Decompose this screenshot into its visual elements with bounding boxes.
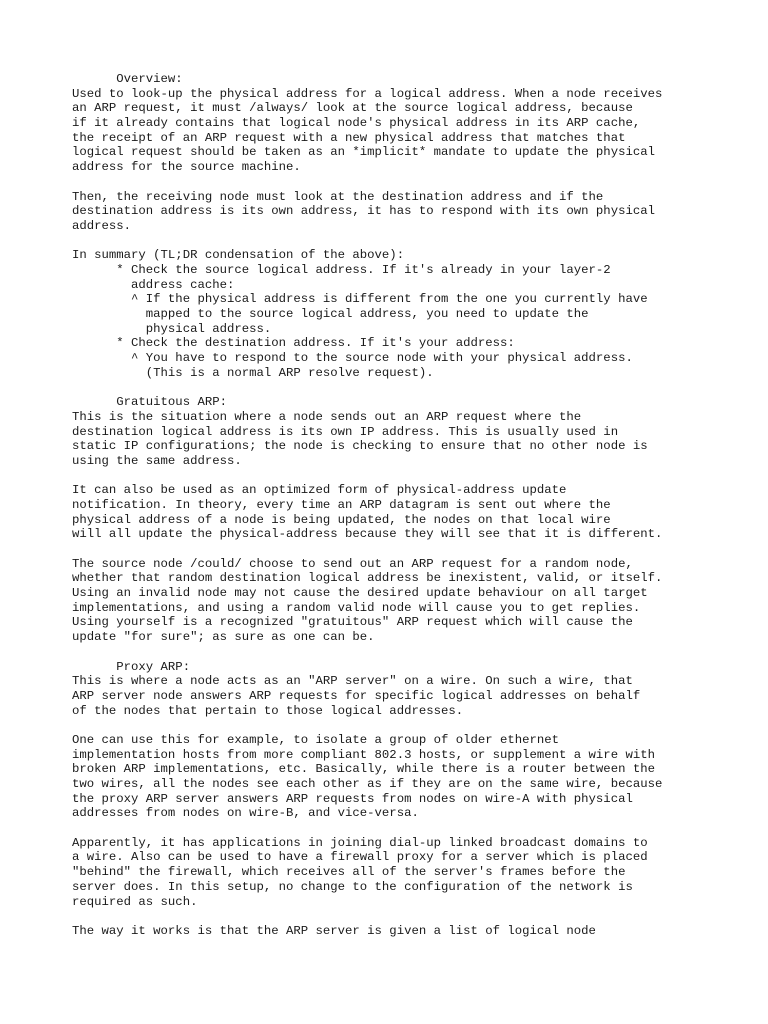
document-line: ^ You have to respond to the source node with your physical address. <box>72 351 633 366</box>
document-line: update "for sure"; as sure as one can be. <box>72 630 375 645</box>
document-line <box>72 821 712 836</box>
document-line <box>72 909 712 924</box>
document-line: physical address. <box>72 321 272 336</box>
document-line: destination address is its own address, it has to respond with its own physical <box>72 204 655 219</box>
document-line: destination logical address is its own IP address. This is usually used in <box>72 424 619 439</box>
document-line: server does. In this setup, no change to the configuration of the network is <box>72 879 633 894</box>
document-line: This is where a node acts as an "ARP server" on a wire. On such a wire, that <box>72 674 633 689</box>
document-line: implementations, and using a random valid node will cause you to get replies. <box>72 600 641 615</box>
document-line: a wire. Also can be used to have a firewall proxy for a server which is placed <box>72 850 648 865</box>
document-line: In summary (TL;DR condensation of the above): <box>72 248 405 263</box>
document-line: "behind" the firewall, which receives all of the server's frames before the <box>72 865 626 880</box>
document-line <box>72 718 712 733</box>
document-line: static IP configurations; the node is checking to ensure that no other node is <box>72 439 648 454</box>
document-line: Then, the receiving node must look at the destination address and if the <box>72 189 604 204</box>
document-line: implementation hosts from more compliant 802.3 hosts, or supplement a wire with <box>72 747 655 762</box>
document-line: address cache: <box>72 277 235 292</box>
document-line: addresses from nodes on wire-B, and vice-versa. <box>72 806 419 821</box>
document-line <box>72 469 712 484</box>
document-line: broken ARP implementations, etc. Basically, while there is a router between the <box>72 762 655 777</box>
document-line <box>72 542 712 557</box>
document-line: the proxy ARP server answers ARP requests from nodes on wire-A with physical <box>72 791 633 806</box>
document-line: whether that random destination logical address be inexistent, valid, or itself. <box>72 571 663 586</box>
document-line: This is the situation where a node sends out an ARP request where the <box>72 409 582 424</box>
document-line: notification. In theory, every time an ARP datagram is sent out where the <box>72 497 611 512</box>
document-line <box>72 234 712 249</box>
document-line: * Check the source logical address. If it's already in your layer-2 <box>72 262 611 277</box>
document-line: physical address of a node is being updated, the nodes on that local wire <box>72 512 611 527</box>
document-line: mapped to the source logical address, you need to update the <box>72 307 589 321</box>
document-line: Used to look-up the physical address for a logical address. When a node receives <box>72 86 663 101</box>
document-line: Proxy ARP: <box>72 659 191 674</box>
document-line <box>72 645 712 660</box>
document-line: ARP server node answers ARP requests for specific logical addresses on behalf <box>72 688 641 703</box>
document-line: Using an invalid node may not cause the desired update behaviour on all target <box>72 586 648 601</box>
document-line: One can use this for example, to isolate a group of older ethernet <box>72 732 560 747</box>
document-line: Overview: <box>72 72 183 86</box>
document-line <box>72 380 712 395</box>
document-line: address. <box>72 218 132 233</box>
document-line: Gratuitous ARP: <box>72 395 227 410</box>
document-line <box>72 175 712 190</box>
document-line: ^ If the physical address is different from the one you currently have <box>72 292 648 307</box>
document-line: The way it works is that the ARP server is given a list of logical node <box>72 923 596 938</box>
document-line: It can also be used as an optimized form of physical-address update <box>72 483 567 498</box>
document-line: if it already contains that logical node's physical address in its ARP cache, <box>72 116 641 131</box>
document-line: address for the source machine. <box>72 160 301 175</box>
document-line: using the same address. <box>72 453 242 468</box>
document-line: of the nodes that pertain to those logical addresses. <box>72 703 464 718</box>
document-line: will all update the physical-address because they will see that it is different. <box>72 527 663 542</box>
document-line: the receipt of an ARP request with a new physical address that matches that <box>72 130 626 145</box>
document-line: logical request should be taken as an *implicit* mandate to update the physical <box>72 145 655 160</box>
document-line: Using yourself is a recognized "gratuitous" ARP request which will cause the <box>72 615 633 630</box>
document-line: Apparently, it has applications in joining dial-up linked broadcast domains to <box>72 835 648 850</box>
document-text <box>72 72 712 939</box>
document-line: (This is a normal ARP resolve request). <box>72 365 434 380</box>
document-line: two wires, all the nodes see each other as if they are on the same wire, because <box>72 777 663 791</box>
document-line: an ARP request, it must /always/ look at the source logical address, because <box>72 101 633 116</box>
document-line: * Check the destination address. If it's your address: <box>72 336 515 351</box>
document-line: The source node /could/ choose to send out an ARP request for a random node, <box>72 556 633 571</box>
document-line: required as such. <box>72 894 198 909</box>
